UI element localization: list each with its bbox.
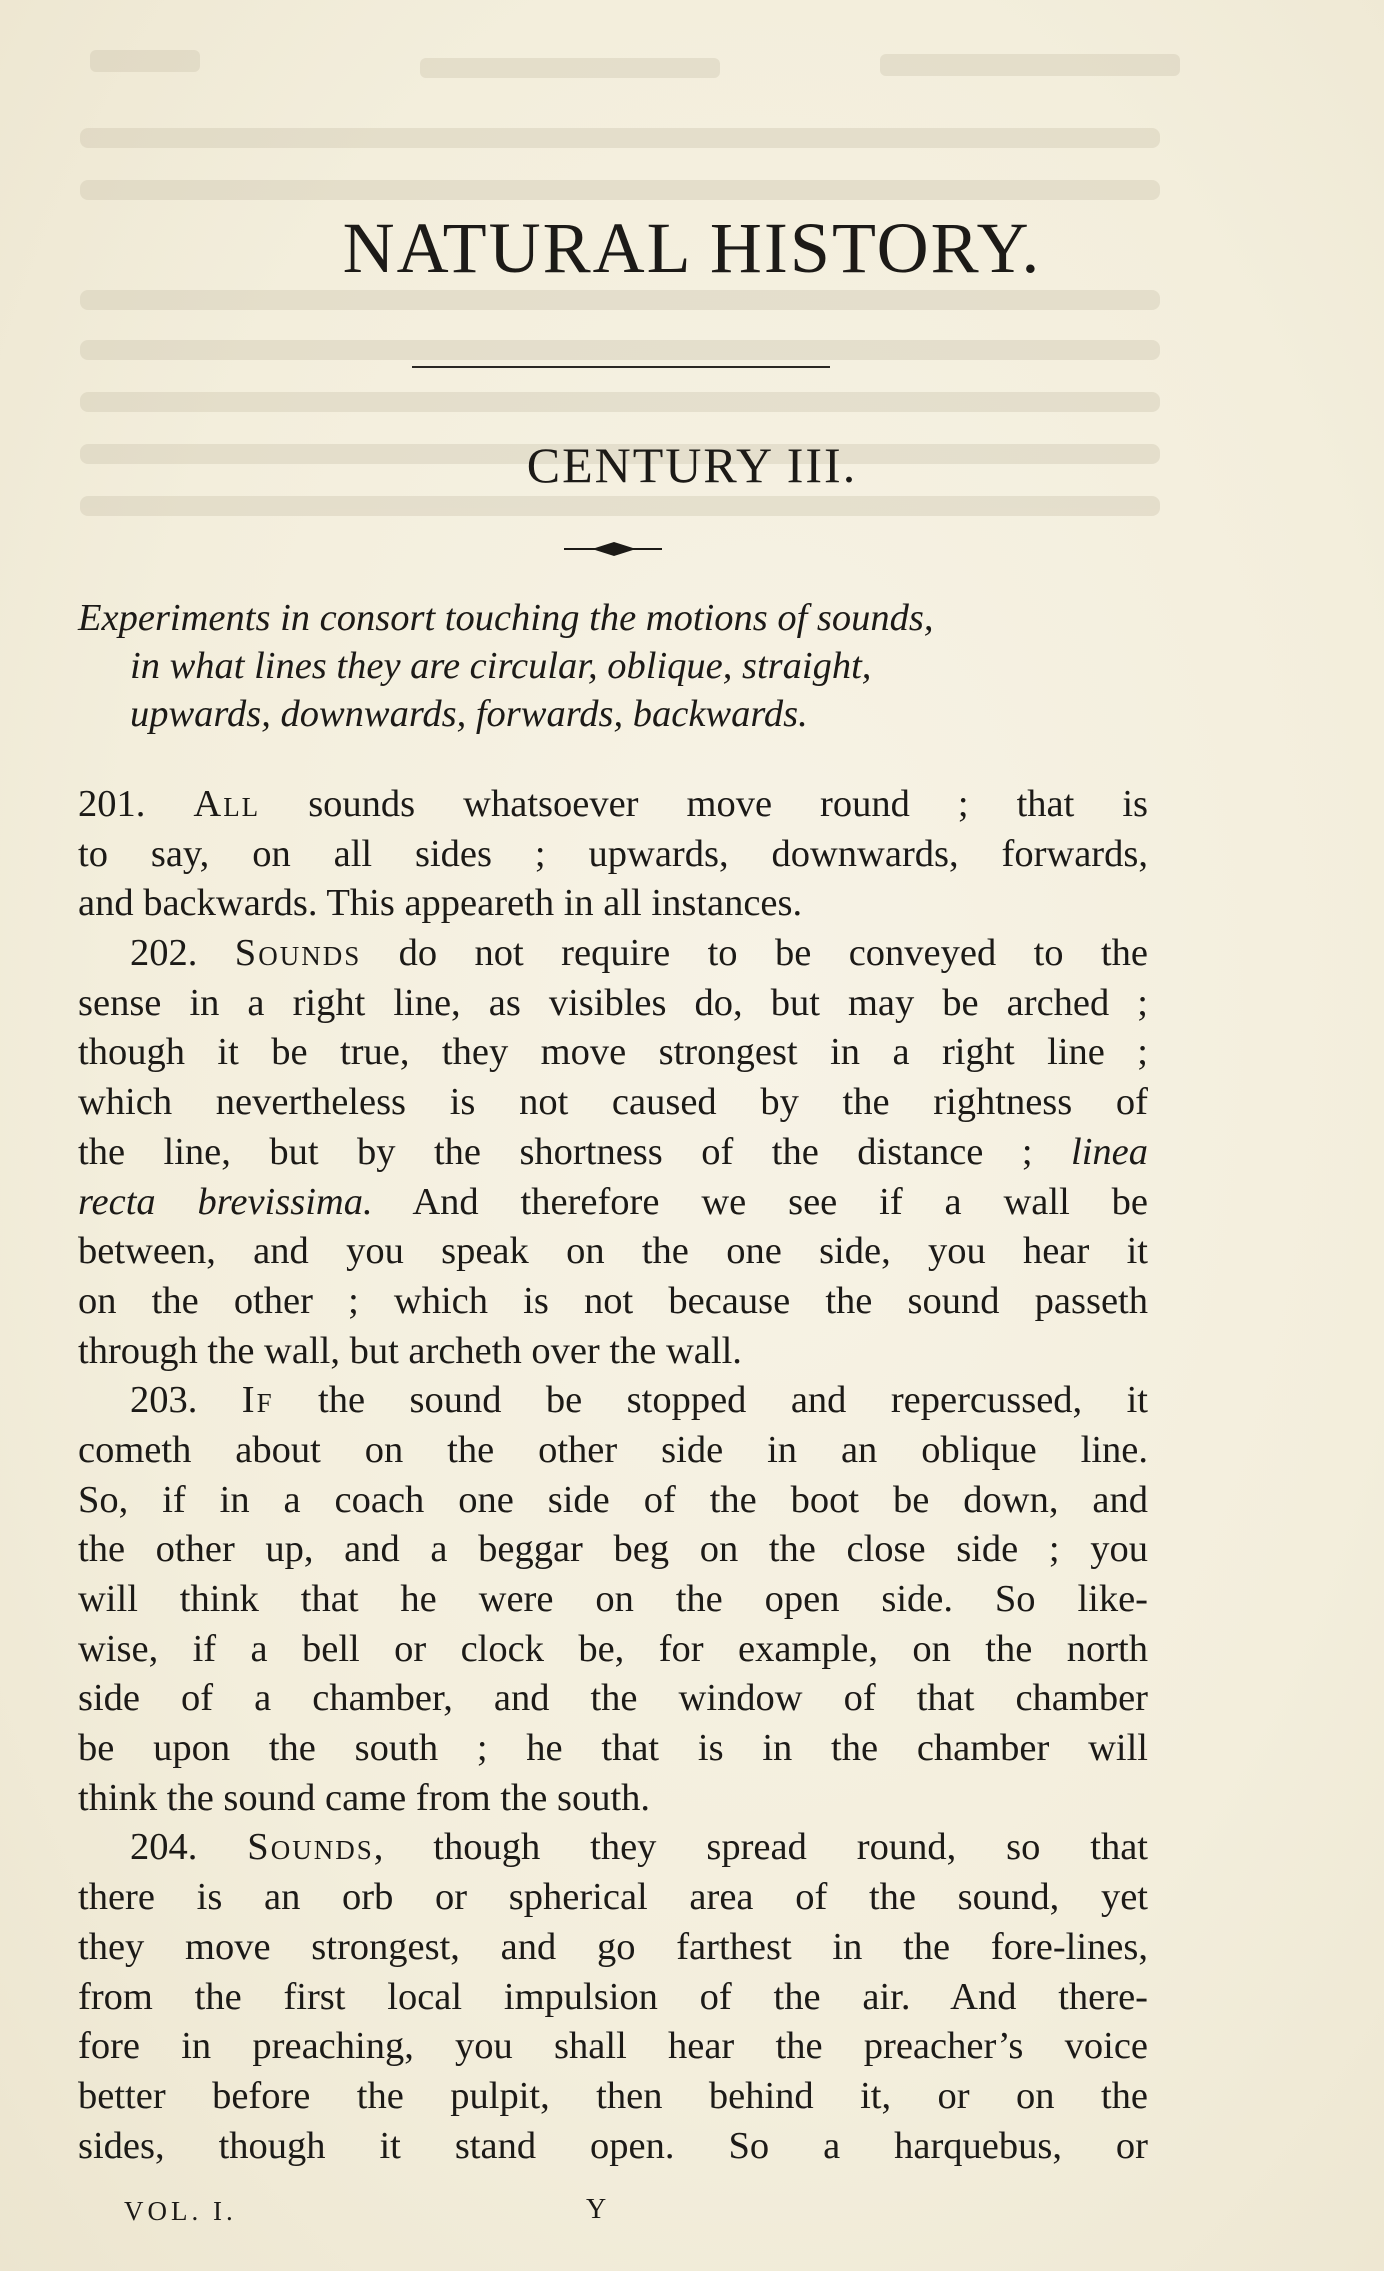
page-title: NATURAL HISTORY. xyxy=(342,208,1042,288)
body-text xyxy=(78,780,1148,2171)
lead-word: Sounds xyxy=(247,1826,374,1869)
paragraph-201-line-3: and backwards. This appeareth in all instances. xyxy=(78,882,803,925)
paragraph-204-line-1 xyxy=(78,1823,1148,1873)
paragraph-203-line-3: So, if in a coach one side of the boot be down, and xyxy=(78,1478,1148,1521)
paragraph-201-line-1 xyxy=(78,780,1148,830)
lead-word: Sounds xyxy=(234,932,362,975)
section-heading xyxy=(78,594,1153,738)
paragraph-202-line-8: on the other ; which is not because the sound passeth xyxy=(78,1279,1148,1322)
latin-phrase: recta brevissima. xyxy=(78,1180,373,1223)
paragraph-204-line-2: there is an orb or spherical area of the sound, yet xyxy=(78,1876,1148,1919)
paragraph-202-line-9: through the wall, but archeth over the wall. xyxy=(78,1329,742,1372)
paragraph-202-line-4: which nevertheless is not caused by the rightness of xyxy=(78,1081,1148,1124)
paragraph-203-line-1 xyxy=(78,1376,1148,1426)
paragraph-203-line-5: will think that he were on the open side. So like- xyxy=(78,1578,1148,1620)
paragraph-203-line-6: wise, if a bell or clock be, for example, on the north xyxy=(78,1627,1148,1670)
line-text: And therefore we see if a wall be xyxy=(412,1180,1148,1223)
lead-word: If xyxy=(241,1379,274,1422)
paragraph-204-line-3: they move strongest, and go farthest in the fore-lines, xyxy=(78,1925,1148,1968)
paragraph-202-line-5 xyxy=(78,1128,1148,1178)
paragraph-202-line-6 xyxy=(78,1178,1148,1228)
paragraph-204-line-4: from the first local impulsion of the air. And there- xyxy=(78,1975,1148,2018)
line-text: the sound be stopped and repercussed, it xyxy=(273,1379,1148,1422)
paragraph-204-line-6: better before the pulpit, then behind it, or on the xyxy=(78,2074,1148,2117)
paragraph-203-line-4: the other up, and a beggar beg on the close side ; you xyxy=(78,1528,1148,1571)
signature-mark: Y xyxy=(586,2194,607,2225)
latin-phrase: linea xyxy=(1071,1130,1148,1173)
heading-line-2: in what lines they are circular, oblique, straight, xyxy=(130,645,872,687)
paragraph-204-line-7: sides, though it stand open. So a harquebus, or xyxy=(78,2124,1148,2167)
paragraph-number: 203. xyxy=(130,1379,198,1422)
ornament-dash-icon xyxy=(562,536,664,562)
paragraph-number: 201. xyxy=(78,783,146,825)
line-text: do not require to be conveyed to the xyxy=(361,932,1149,975)
paragraph-203-line-7: side of a chamber, and the window of that chamber xyxy=(78,1677,1148,1720)
century-heading: CENTURY III. xyxy=(526,437,858,493)
title-rule xyxy=(412,366,830,368)
paragraph-203-line-8: be upon the south ; he that is in the chamber will xyxy=(78,1727,1148,1770)
paragraph-202-line-2: sense in a right line, as visibles do, but may be arched ; xyxy=(78,981,1148,1024)
paragraph-203-line-2: cometh about on the other side in an oblique line. xyxy=(78,1428,1148,1471)
paragraph-202-line-3: though it be true, they move strongest in a right line ; xyxy=(78,1031,1148,1074)
heading-line-3: upwards, downwards, forwards, backwards. xyxy=(130,693,808,735)
paragraph-number: 202. xyxy=(130,932,198,975)
line-text: the line, but by the shortness of the distance ; xyxy=(78,1130,1033,1173)
paragraph-number: 204. xyxy=(130,1826,198,1869)
volume-label: VOL. I. xyxy=(124,2196,237,2226)
paragraph-202-line-1 xyxy=(78,929,1148,979)
heading-line-1: Experiments in consort touching the motions of sounds, xyxy=(78,597,934,639)
lead-word: All xyxy=(193,783,261,825)
paragraph-202-line-7: between, and you speak on the one side, you hear it xyxy=(78,1230,1148,1273)
paragraph-201-line-2: to say, on all sides ; upwards, downwards, forwards, xyxy=(78,832,1148,875)
paragraph-204-line-5: fore in preaching, you shall hear the preacher’s voice xyxy=(78,2025,1148,2068)
line-text: sounds whatsoever move round ; that is xyxy=(260,783,1149,825)
line-text: , though they spread round, so that xyxy=(373,1826,1148,1869)
paragraph-203-line-9: think the sound came from the south. xyxy=(78,1776,651,1819)
